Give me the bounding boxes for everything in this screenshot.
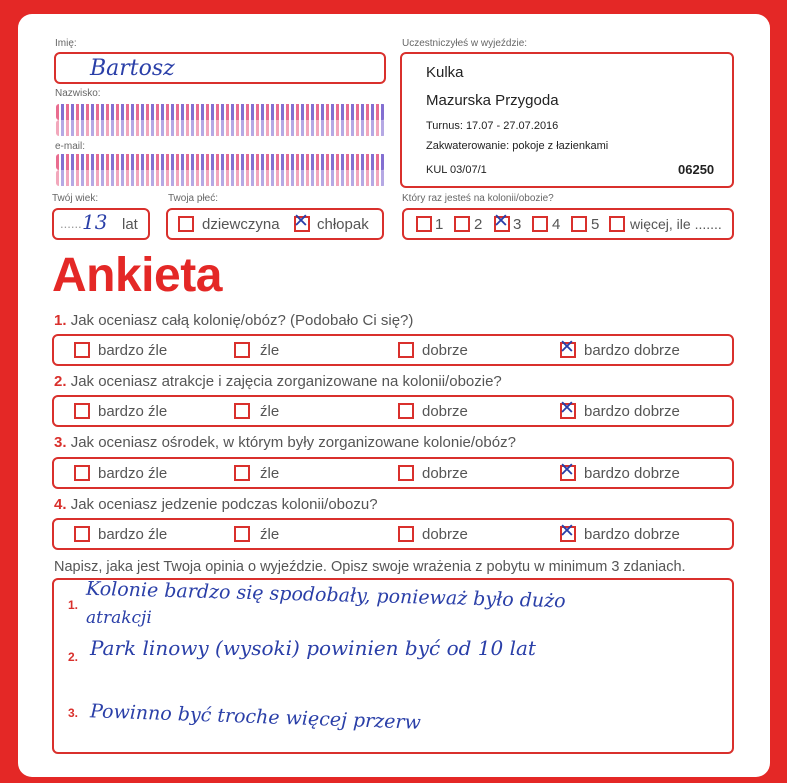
- question-text: Jak oceniasz ośrodek, w którym były zorganizowane kolonie/obóz?: [70, 434, 516, 451]
- answer-row-1: [52, 334, 734, 366]
- opinion-line-3: Powinno być troche więcej przerw: [89, 700, 422, 734]
- q1-checkbox-very-bad[interactable]: [74, 342, 90, 358]
- gender-checkbox-boy[interactable]: [293, 210, 310, 232]
- gender-checkbox-girl[interactable]: [178, 216, 194, 232]
- opinion-textarea[interactable]: [52, 578, 734, 754]
- last-name-redacted-2: [56, 120, 386, 136]
- age-value: 13: [82, 210, 108, 234]
- check-mark: ✕: [293, 210, 309, 232]
- trip-program: Mazurska Przygoda: [426, 92, 559, 109]
- question-number: 2.: [54, 373, 67, 390]
- times-option-more: więcej, ile .......: [630, 216, 722, 232]
- opinion-line-1-continued: atrakcji: [86, 608, 152, 628]
- trip-name: Kulka: [426, 64, 464, 81]
- trip-box: [400, 52, 734, 188]
- q2-option-very-good: bardzo dobrze: [584, 403, 680, 420]
- question-1: [54, 312, 413, 329]
- times-checkbox-4[interactable]: [532, 216, 548, 232]
- trip-turnus: Turnus: 17.07 - 27.07.2016: [426, 120, 559, 132]
- check-mark: ✕: [559, 397, 575, 419]
- age-dots: ......: [60, 216, 82, 231]
- q3-option-good: dobrze: [422, 465, 468, 482]
- check-mark: ✕: [493, 210, 509, 232]
- q2-checkbox-very-bad[interactable]: [74, 403, 90, 419]
- q1-option-very-good: bardzo dobrze: [584, 342, 680, 359]
- question-number: 1.: [54, 312, 67, 329]
- first-name-value: Bartosz: [90, 56, 175, 81]
- question-number: 3.: [54, 434, 67, 451]
- times-field: [402, 208, 734, 240]
- times-label: Który raz jesteś na kolonii/obozie?: [402, 193, 554, 204]
- q2-option-good: dobrze: [422, 403, 468, 420]
- answer-row-2: [52, 395, 734, 427]
- question-3: [54, 434, 516, 451]
- times-checkbox-2[interactable]: [454, 216, 470, 232]
- first-name-field[interactable]: [54, 52, 386, 84]
- times-option-1: 1: [435, 216, 444, 233]
- q3-option-very-bad: bardzo źle: [98, 465, 168, 482]
- email-label: e-mail:: [55, 141, 86, 152]
- check-mark: ✕: [559, 336, 575, 358]
- trip-code: KUL 03/07/1: [426, 164, 487, 176]
- q4-checkbox-bad[interactable]: [234, 526, 250, 542]
- q2-option-bad: źle: [260, 403, 280, 420]
- times-checkbox-5[interactable]: [571, 216, 587, 232]
- trip-label: Uczestniczyłeś w wyjeździe:: [402, 38, 528, 49]
- q2-checkbox-very-good[interactable]: [559, 397, 576, 419]
- first-name-label: Imię:: [55, 38, 77, 49]
- q1-option-bad: źle: [260, 342, 280, 359]
- question-4: [54, 496, 378, 513]
- opinion-number: 3.: [68, 706, 79, 720]
- q1-checkbox-bad[interactable]: [234, 342, 250, 358]
- q3-checkbox-very-bad[interactable]: [74, 465, 90, 481]
- times-option-2: 2: [474, 216, 483, 233]
- answer-row-3: [52, 457, 734, 489]
- times-checkbox-3[interactable]: [493, 210, 510, 232]
- email-redacted-2: [56, 170, 386, 186]
- q3-option-very-good: bardzo dobrze: [584, 465, 680, 482]
- opinion-number: 1.: [68, 598, 79, 612]
- age-label: Twój wiek:: [52, 193, 99, 204]
- q2-checkbox-bad[interactable]: [234, 403, 250, 419]
- q4-option-very-good: bardzo dobrze: [584, 526, 680, 543]
- times-option-5: 5: [591, 216, 600, 233]
- question-text: Jak oceniasz atrakcje i zajęcia zorganizowane na kolonii/obozie?: [70, 373, 502, 390]
- age-field[interactable]: [52, 208, 150, 240]
- times-option-3: 3: [513, 216, 522, 233]
- q3-checkbox-very-good[interactable]: [559, 459, 576, 481]
- question-text: Jak oceniasz jedzenie podczas kolonii/obozu?: [70, 496, 378, 513]
- q4-checkbox-very-bad[interactable]: [74, 526, 90, 542]
- gender-option-girl: dziewczyna: [202, 216, 280, 233]
- trip-accommodation: Zakwaterowanie: pokoje z łazienkami: [426, 140, 609, 152]
- q3-checkbox-good[interactable]: [398, 465, 414, 481]
- q4-option-bad: źle: [260, 526, 280, 543]
- q1-checkbox-good[interactable]: [398, 342, 414, 358]
- question-number: 4.: [54, 496, 67, 513]
- q2-option-very-bad: bardzo źle: [98, 403, 168, 420]
- gender-field: [166, 208, 384, 240]
- trip-number: 06250: [678, 162, 715, 177]
- question-text: Jak oceniasz całą kolonię/obóz? (Podobało Ci się?): [70, 312, 414, 329]
- q3-checkbox-bad[interactable]: [234, 465, 250, 481]
- gender-label: Twoja płeć:: [168, 193, 219, 204]
- q1-option-good: dobrze: [422, 342, 468, 359]
- question-2: [54, 373, 502, 390]
- q4-option-good: dobrze: [422, 526, 468, 543]
- last-name-redacted: [56, 104, 386, 120]
- opinion-line-1: Kolonie bardzo się spodobały, ponieważ było dużo: [85, 577, 566, 613]
- q1-checkbox-very-good[interactable]: [559, 336, 576, 358]
- opinion-line-2: Park linowy (wysoki) powinien być od 10 lat: [90, 636, 536, 660]
- opinion-number: 2.: [68, 650, 79, 664]
- q2-checkbox-good[interactable]: [398, 403, 414, 419]
- email-redacted: [56, 154, 386, 170]
- check-mark: ✕: [559, 459, 575, 481]
- q3-option-bad: źle: [260, 465, 280, 482]
- q4-checkbox-good[interactable]: [398, 526, 414, 542]
- times-checkbox-1[interactable]: [416, 216, 432, 232]
- answer-row-4: [52, 518, 734, 550]
- q1-option-very-bad: bardzo źle: [98, 342, 168, 359]
- gender-option-boy: chłopak: [317, 216, 369, 233]
- survey-title: Ankieta: [52, 249, 222, 302]
- last-name-label: Nazwisko:: [55, 88, 101, 99]
- times-option-4: 4: [552, 216, 561, 233]
- q4-option-very-bad: bardzo źle: [98, 526, 168, 543]
- times-checkbox-more[interactable]: [609, 216, 625, 232]
- age-suffix: lat: [122, 216, 138, 233]
- check-mark: ✕: [559, 520, 575, 542]
- opinion-prompt: Napisz, jaka jest Twoja opinia o wyjeździe. Opisz swoje wrażenia z pobytu w minimum 3 zdaniach.: [54, 559, 686, 575]
- q4-checkbox-very-good[interactable]: [559, 520, 576, 542]
